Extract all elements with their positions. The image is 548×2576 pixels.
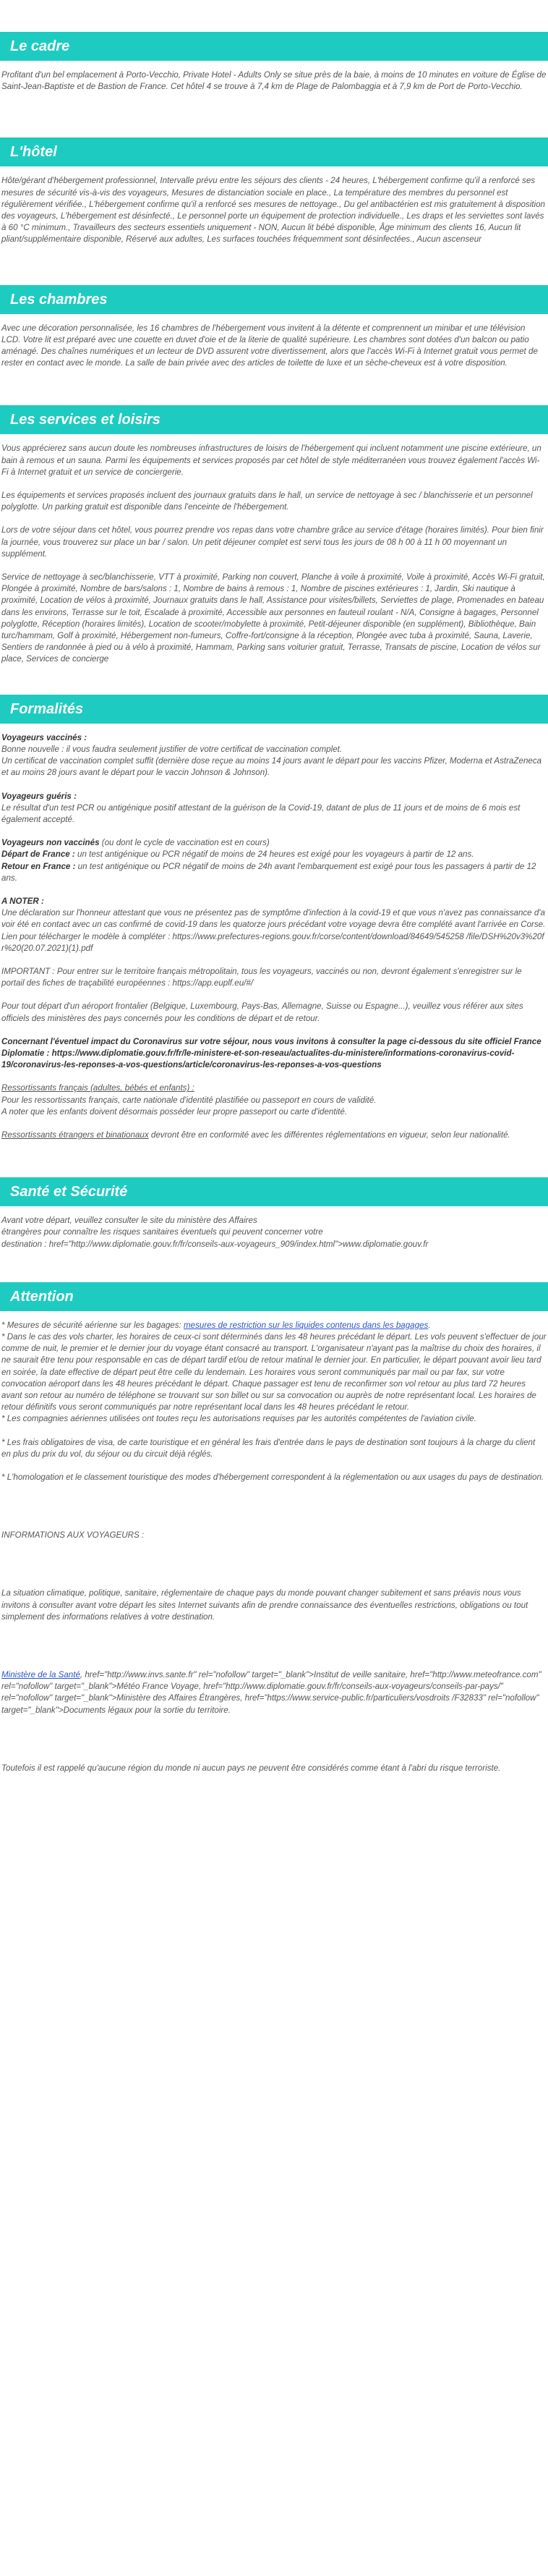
attention-p1-prefix: * Mesures de sécurité aérienne sur les bagages:	[1, 1320, 184, 1330]
vaccines-line: Un certificat de vaccination complet suffit (dernière dose reçue au moins 14 jours avant le départ pour les vaccins Pfizer, Moderna et AstraZeneca et au moins 28 jours avant le départ pour le vaccin Johnson & Johnson).	[1, 756, 542, 778]
note-text: Une déclaration sur l'honneur attestant que vous ne présentez pas de symptôme d'infection à la covid-19 et que vous n'avez pas connaissance d'avoir été en contact avec un cas confirmé de covid-19 dans les quatorze jours précédant votre voyage devra être complété avant l'arrivée en Corse. Lien pour télécharger le modèle à compléter : https://www.prefectures-regions.gouv.fr/corse/content/download/84649/545258 /file/DSH%20v3%20fr%20(20.07.2021)(1).pdf	[1, 908, 546, 953]
attention-p3: * Les compagnies aériennes utilisées ont toutes reçu les autorisations requises par les autorités compétentes de l'aviation civile.	[1, 1414, 476, 1424]
attention-p2: * Dans le cas des vols charter, les horaires de ceux-ci sont déterminés dans les 48 heures précédant le départ. Les vols peuvent s'effectuer de jour comme de nuit, le premier et le dernier jour du voyage étant consacré au transport. L'organisateur n'ayant pas la maîtrise du choix des horaires, il ne saurait être tenu pour responsable en cas de départ tardif et/ou de retour matinal le dernier jour. En particulier, le départ pouvant avoir lieu tard en soirée, la date effective de départ peut être celle du lendemain. Les horaires vous seront communiqués par mail ou par fax, sur votre convocation aéroport dans les 48 heures précédant le départ. Chaque passager est tenu de reconfirmer son vol retour au plus tard 72 heures avant son retour au numéro de téléphone se trouvant sur son billet ou sur sa convocation ou auprès de notre représentant local. Les horaires de retour définitifs vous seront communiqués par notre représentant local dans les 48 heures précédant le retour.	[1, 1331, 547, 1412]
ressort-fr-line: Pour les ressortissants français, carte nationale d'identité plastifiée ou passeport en cours de validité.	[1, 1095, 377, 1105]
sante-line: Avant votre départ, veuillez consulter le site du ministère des Affaires	[1, 1216, 257, 1226]
section-sante	[0, 1177, 548, 1258]
gueris-label: Voyageurs guéris :	[1, 791, 77, 801]
attention-p1-suffix: .	[428, 1320, 431, 1330]
retour-text: un test antigénique ou PCR négatif de moins de 24h avant l'embarquement est exigé pour tous les passagers à partir de 12 ans.	[1, 861, 536, 883]
services-p1: Vous apprécierez sans aucun doute les nombreuses infrastructures de loisirs de l'hébergement qui incluent notamment une piscine extérieure, un bain à remous et un sauna. Parmi les équipements et services proposés par cet hôtel de style méditerranéen vous trouvez également l'accès Wi-Fi à Internet gratuit et un service de conciergerie.	[1, 444, 541, 477]
section-title: Les services et loisirs	[0, 405, 548, 434]
sante-line: destination : href="http://www.diplomatie.gouv.fr/fr/conseils-aux-voyageurs_909/index.html">www.diplomatie.gouv.fr	[1, 1239, 429, 1249]
ministere-sante-link[interactable]: Ministère de la Santé	[1, 1670, 80, 1680]
section-attention	[0, 1282, 548, 1781]
diplo-text: Concernant l'éventuel impact du Coronavirus sur votre séjour, nous vous invitons à consulter la page ci-dessous du site officiel France Diplomatie : https://www.diplomatie.gouv.fr/fr/le-ministere-et-son-reseau/actualites-du-ministere/informations-coronavirus-covid-19/coronavirus-les-reponses-a-vos-questions/article/coronavirus-les-reponses-a-vos-questions	[1, 1036, 541, 1070]
hotel-text: Hôte/gérant d'hébergement professionnel, Intervalle prévu entre les séjours des clients - 24 heures, L'hébergement confirme qu'il a renforcé ses mesures de sécurité vis-à-vis des voyageurs, Mesures de distanciation sociale en place., La température des membres du personnel est régulièrement vérifiée., L'hébergement confirme qu'il a renforcé ses mesures de nettoyage., Du gel antibactérien est mis gratuitement à disposition des voyageurs, L'hébergement est désinfecté., Le personnel porte un équipement de protection individuelle., Les draps et les serviettes sont lavés à 60 °C minimum., Travailleurs des secteurs essentiels uniquement - NON, Aucun lit bébé disponible, Âge minimum des clients 16, Aucun lit pliant/supplémentaire disponible, Réservé aux adultes, Les surfaces touchées fréquemment sont désinfectées., Aucun ascenseur	[1, 176, 545, 245]
nonvac-suffix: (ou dont le cycle de vaccination est en cours)	[99, 838, 270, 848]
important-text: IMPORTANT : Pour entrer sur le territoire français métropolitain, tous les voyageurs, vaccinés ou non, devront également s'enregistrer sur le portail des fiches de traçabilité européennes : https://app.euplf.eu/#/	[1, 966, 522, 988]
attention-p5: * L'homologation et le classement touristique des modes d'hébergement correspondent à la réglementation ou aux usages du pays de destination.	[1, 1473, 544, 1483]
ressort-et-text: devront être en conformité avec les différentes réglementations en vigueur, selon leur nationalité.	[148, 1130, 510, 1140]
section-title: Les chambres	[0, 285, 548, 314]
note-label: A NOTER :	[1, 896, 44, 906]
section-cadre	[0, 32, 548, 100]
section-title: L'hôtel	[0, 137, 548, 166]
sante-line: étrangères pour connaître les risques sanitaires éventuels qui peuvent concerner votre	[1, 1227, 323, 1237]
services-p3: Lors de votre séjour dans cet hôtel, vous pourrez prendre vos repas dans votre chambre grâce au service d'étage (horaires limités). Pour bien finir la journée, vous trouverez sur place un bar / salon. Un petit déjeuner complet est servi tous les jours de 08 h 00 à 11 h 00 moyennant un supplément.	[1, 525, 544, 559]
vaccines-label: Voyageurs vaccinés :	[1, 732, 87, 742]
section-services	[0, 405, 548, 672]
section-formalites	[0, 695, 548, 1148]
vaccines-line: Bonne nouvelle : il vous faudra seulement justifier de votre certificat de vaccination complet.	[1, 744, 343, 754]
retour-label: Retour en France :	[1, 861, 76, 871]
gueris-text: Le résultat d'un test PCR ou antigénique positif attestant de la guérison de la Covid-19, datant de plus de 11 jours et de moins de 6 mois est également accepté.	[1, 802, 521, 824]
attention-p4: * Les frais obligatoires de visa, de carte touristique et en général les frais d'entrée dans le pays de destination sont toujours à la charge du client en plus du prix du vol, du séjour ou du circuit déjà réglés.	[1, 1437, 536, 1459]
section-chambres	[0, 285, 548, 377]
section-hotel	[0, 137, 548, 253]
ressort-fr-line: A noter que les enfants doivent désormais posséder leur propre passeport ou carte d'identité.	[1, 1106, 348, 1117]
services-p2: Les équipements et services proposés incluent des journaux gratuits dans le hall, un service de nettoyage à sec / blanchisserie et un personnel polyglotte. Un parking gratuit est disponible dans l'enceinte de l'hébergement.	[1, 491, 533, 512]
services-p4: Service de nettoyage à sec/blanchisserie, VTT à proximité, Parking non couvert, Planche à voile à proximité, Voile à proximité, Accès Wi-Fi gratuit, Plongée à proximité, Nombre de bars/salons : 1, Nombre de bains à remous : 1, Nombre de piscines extérieures : 1, Jardin, Ski nautique à proximité, Location de vélos à proximité, Journaux gratuits dans le hall, Assistance pour visites/billets, Serviettes de plage, Promenades en bateau dans les environs, Terrasse sur le toit, Escalade à proximité, Accessible aux personnes en fauteuil roulant - N/A, Consigne à bagages, Personnel polyglotte, Réception (horaires limités), Location de scooter/mobylette à proximité, Petit-déjeuner disponible (en supplément), Bibliothèque, Bain turc/hammam, Golf à proximité, Hébergement non-fumeurs, Coffre-fort/consigne à la réception, Plongée avec tuba à proximité, Sauna, Laverie, Sentiers de randonnée à pied ou à vélo à proximité, Hammam, Parking sans voiturier gratuit, Terrasse, Transats de piscine, Location de vélos sur place, Services de concierge	[1, 572, 545, 664]
depart-label: Départ de France :	[1, 850, 75, 860]
ressort-et-label: Ressortissants étrangers et binationaux	[1, 1130, 149, 1140]
chambres-text: Avec une décoration personnalisée, les 16 chambres de l'hébergement vous invitent à la détente et comprennent un minibar et une télévision LCD. Votre lit est préparé avec une couette en duvet d'oie et de la literie de qualité supérieure. Les chambres sont dotées d'un balcon ou patio aménagé. Des chaînes numériques et un lecteur de DVD assurent votre divertissement, alors que l'accès Wi-Fi à Internet gratuit vous permet de rester en contact avec le monde. La salle de bain privée avec des articles de toilette de luxe et un sèche-cheveux est à votre disposition.	[1, 323, 538, 368]
liquids-restriction-link[interactable]: mesures de restriction sur les liquides contenus dans les bagages	[183, 1320, 429, 1330]
section-title: Le cadre	[0, 32, 548, 61]
depart-text: un test antigénique ou PCR négatif de moins de 24 heures est exigé pour les voyageurs à partir de 12 ans.	[74, 850, 474, 860]
cadre-text: Profitant d'un bel emplacement à Porto-Vecchio, Private Hotel - Adults Only se situe près de la baie, à moins de 10 minutes en voiture de Église de Saint-Jean-Baptiste et de Bastion de France. Cet hôtel 4 se trouve à 7,4 km de Plage de Palombaggia et à 7,9 km de Port de Porto-Vecchio.	[1, 70, 547, 92]
nonvac-label: Voyageurs non vaccinés	[1, 838, 100, 848]
section-title: Attention	[0, 1282, 548, 1311]
attention-p8-text: , href="http://www.invs.sante.fr" rel="nofollow" target="_blank">Institut de veille sanitaire, href="http://www.meteofrance.com" rel="nofollow" target="_blank">Météo France Voyage, href="http://www.diplomatie.gouv.fr/fr/conseils-aux-voyageurs/conseils-par-pays/" rel="nofollow" target="_blank">Ministère des Affaires Étrangères, href="https://www.service-public.fr/particuliers/vosdroits /F32833" rel="nofollow" target="_blank">Documents légaux pour la sortie du territoire.	[1, 1670, 541, 1715]
depart-aero-text: Pour tout départ d'un aéroport frontalier (Belgique, Luxembourg, Pays-Bas, Allemagne, Suisse ou Espagne...), veuillez vous référer aux sites officiels des ministères des pays concernés pour les conditions de départ et de retour.	[1, 1001, 523, 1023]
attention-p9: Toutefois il est rappelé qu'aucune région du monde ni aucun pays ne peuvent être considérés comme étant à l'abri du risque terroriste.	[1, 1763, 501, 1773]
section-title: Formalités	[0, 695, 548, 724]
attention-p7: La situation climatique, politique, sanitaire, réglementaire de chaque pays du monde pouvant changer subitement et sans préavis nous vous invitons à consulter avant votre départ les sites Internet suivants afin de prendre connaissance des éventuelles restrictions, obligations ou tout simplement des informations relatives à votre destination.	[1, 1588, 528, 1622]
ressort-fr-label: Ressortissants français (adultes, bébés et enfants) :	[1, 1083, 194, 1093]
attention-p6: INFORMATIONS AUX VOYAGEURS :	[1, 1530, 145, 1541]
section-title: Santé et Sécurité	[0, 1177, 548, 1206]
